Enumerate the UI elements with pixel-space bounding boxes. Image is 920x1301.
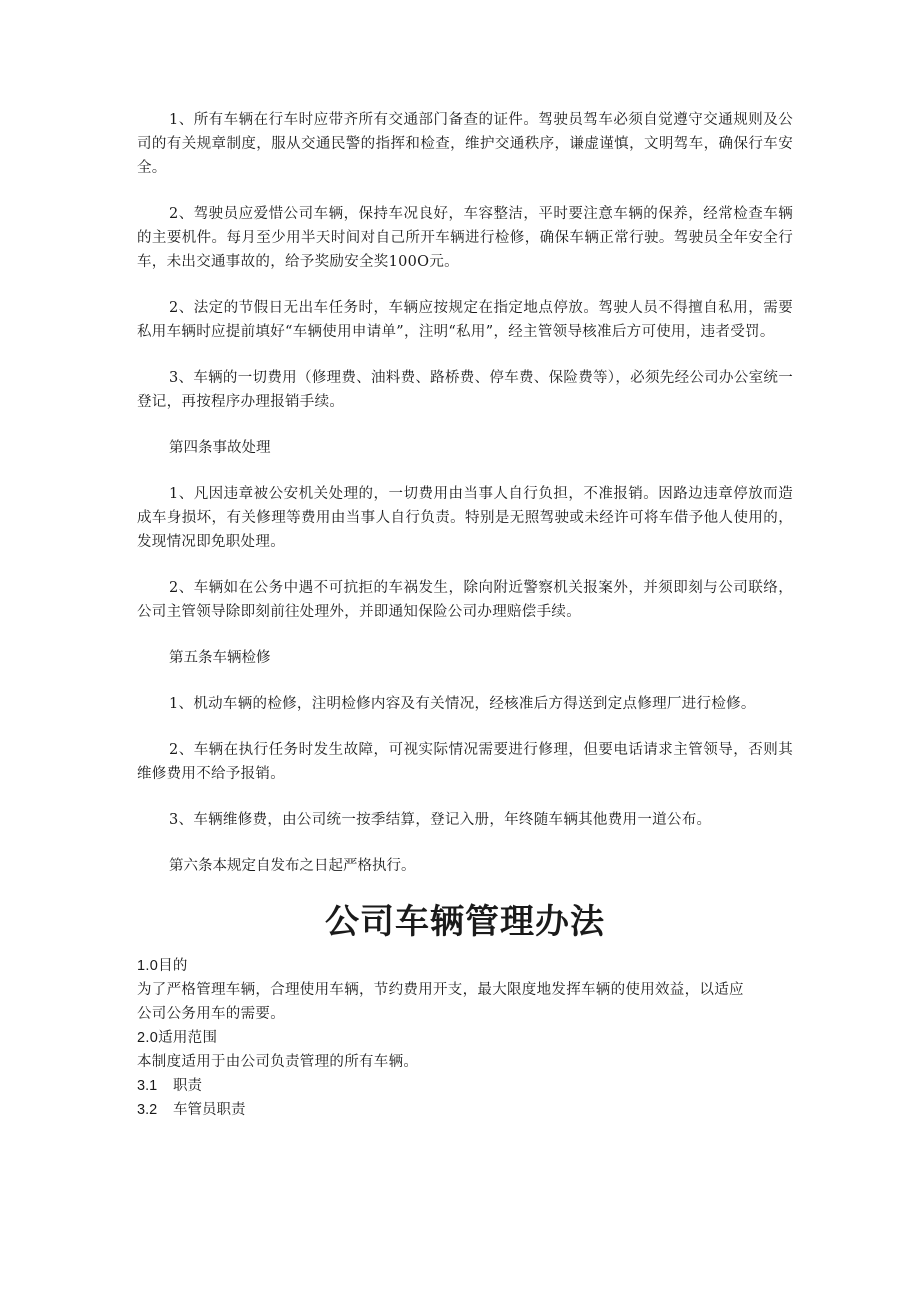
article-closing: 第六条本规定自发布之日起严格执行。 (169, 858, 416, 874)
paragraph: 1、所有车辆在行车时应带齐所有交通部门备查的证件。驾驶员驾车必须自觉遵守交通规则及公司的有关规章制度，服从交通民警的指挥和检查，维护交通秩序，谦虚谨慎，文明驾车，确保行车安全。 (137, 112, 793, 176)
section-title: 适用范围 (158, 1030, 218, 1046)
section-body: 为了严格管理车辆，合理使用车辆，节约费用开支，最大限度地发挥车辆的使用效益，以适应 (137, 982, 744, 998)
paragraph: 2、法定的节假日无出车任务时，车辆应按规定在指定地点停放。驾驶人员不得擅自私用，需要私用车辆时应提前填好“车辆使用申请单”，注明“私用”，经主管领导核准后方可使用，违者受罚。 (137, 300, 793, 340)
section-heading (137, 1026, 793, 1050)
paragraph: 3、车辆维修费，由公司统一按季结算，登记入册，年终随车辆其他费用一道公布。 (169, 812, 712, 828)
paragraph: 1、机动车辆的检修，注明检修内容及有关情况，经核准后方得送到定点修理厂进行检修。 (169, 696, 756, 712)
paragraph: 2、车辆如在公务中遇不可抗拒的车祸发生，除向附近警察机关报案外，并须即刻与公司联络，公司主管领导除即刻前往处理外，并即通知保险公司办理赔偿手续。 (137, 580, 793, 620)
section-body: 本制度适用于由公司负责管理的所有车辆。 (137, 1054, 419, 1070)
section-heading (137, 1098, 793, 1122)
paragraph: 2、驾驶员应爱惜公司车辆，保持车况良好，车容整洁，平时要注意车辆的保养，经常检查车辆的主要机件。每月至少用半天时间对自己所开车辆进行检修，确保车辆正常行驶。驾驶员全年安全行车，未出交通事故的，给予奖励安全奖100O元。 (137, 206, 793, 270)
section-heading (137, 1074, 793, 1098)
section-number: 2.0 (137, 1030, 159, 1046)
article-heading: 第五条车辆检修 (169, 650, 271, 666)
section-title: 车管员职责 (173, 1102, 246, 1118)
paragraph: 3、车辆的一切费用（修理费、油料费、路桥费、停车费、保险费等），必须先经公司办公室统一登记，再按程序办理报销手续。 (137, 370, 793, 410)
section-number: 1.0 (137, 958, 159, 974)
section-number: 3.2 (137, 1102, 158, 1118)
paragraph: 1、凡因违章被公安机关处理的，一切费用由当事人自行负担，不准报销。因路边违章停放而造成车身损坏，有关修理等费用由当事人自行负责。特别是无照驾驶或未经许可将车借予他人使用的，发现情况即免职处理。 (137, 486, 793, 550)
article-heading: 第四条事故处理 (169, 440, 271, 456)
section-title: 目的 (158, 958, 188, 974)
section-number: 3.1 (137, 1078, 158, 1094)
paragraph: 2、车辆在执行任务时发生故障，可视实际情况需要进行修理，但要电话请求主管领导，否则其维修费用不给予报销。 (137, 742, 793, 782)
section-body: 公司公务用车的需要。 (137, 1006, 285, 1022)
section-heading (137, 954, 793, 978)
section-title: 职责 (173, 1078, 202, 1094)
document-title: 公司车辆管理办法 (325, 902, 605, 942)
document-page (137, 108, 793, 1122)
